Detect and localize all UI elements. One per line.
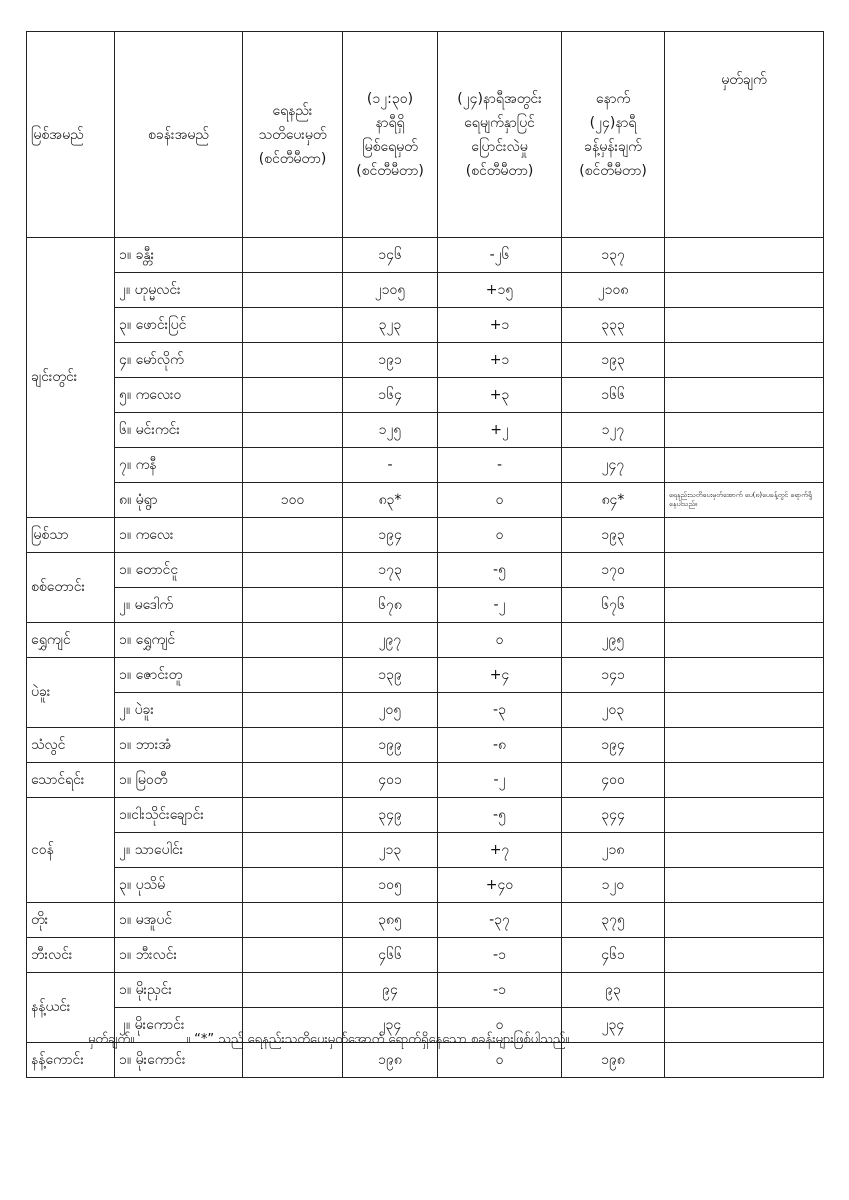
forecast-cell: ၁၉၄ xyxy=(562,728,665,763)
station-cell: ၁။ငါးသိုင်းချောင်း xyxy=(115,798,243,833)
remark-cell xyxy=(665,798,824,833)
observed-level-cell: ၄၆၆ xyxy=(343,938,438,973)
warning-cell xyxy=(243,938,343,973)
station-cell: ၃။ ဖောင်းပြင် xyxy=(115,308,243,343)
table-row xyxy=(27,623,824,658)
observed-level-cell: ၁၉၄ xyxy=(343,518,438,553)
change-cell: +၁၅ xyxy=(438,273,562,308)
change-cell: - xyxy=(438,448,562,483)
header-river: မြစ်အမည် xyxy=(27,32,115,238)
station-cell: ၂။ ပဲခူး xyxy=(115,693,243,728)
change-cell: +၃ xyxy=(438,378,562,413)
observed-level-cell: ၂၀၅ xyxy=(343,693,438,728)
warning-cell xyxy=(243,378,343,413)
river-name-cell: မြစ်သာ xyxy=(27,518,115,553)
table-row xyxy=(27,868,824,903)
observed-level-cell: ၁၉၈ xyxy=(343,1043,438,1078)
header-remark: မှတ်ချက် xyxy=(665,32,824,238)
table-row xyxy=(27,833,824,868)
remark-cell xyxy=(665,763,824,798)
table-row xyxy=(27,448,824,483)
forecast-cell: ၂၄၇ xyxy=(562,448,665,483)
table-row xyxy=(27,518,824,553)
remark-cell xyxy=(665,308,824,343)
forecast-cell: ၁၂၇ xyxy=(562,413,665,448)
observed-level-cell: ၄၀၁ xyxy=(343,763,438,798)
header-row xyxy=(27,32,824,238)
station-cell: ၇။ ကနီ xyxy=(115,448,243,483)
warning-cell xyxy=(243,903,343,938)
river-name-cell: သံလွင် xyxy=(27,728,115,763)
table-row xyxy=(27,238,824,273)
remark-cell: ရေနည်းသတိပေးမှတ်အောက် ပေ(၈)ပေခန့်တွင် ရောက်ရှိနေပါသည်။ xyxy=(665,483,824,518)
observed-level-cell: ၂၁၃ xyxy=(343,833,438,868)
warning-cell xyxy=(243,623,343,658)
observed-level-cell: ၃၂၃ xyxy=(343,308,438,343)
river-name-cell: တိုး xyxy=(27,903,115,938)
river-name-cell: စစ်တောင်း xyxy=(27,553,115,623)
table-row xyxy=(27,273,824,308)
station-cell: ၁။ မိုးညှင်း xyxy=(115,973,243,1008)
warning-cell xyxy=(243,693,343,728)
change-cell: ၀ xyxy=(438,1008,562,1043)
observed-level-cell: ၂၉၇ xyxy=(343,623,438,658)
forecast-cell: ၁၇၀ xyxy=(562,553,665,588)
warning-cell xyxy=(243,658,343,693)
station-cell: ၂။ သာပေါင်း xyxy=(115,833,243,868)
station-cell: ၈။ မုံရွာ xyxy=(115,483,243,518)
observed-level-cell: ၁၃၉ xyxy=(343,658,438,693)
station-cell: ၁။ ရွှေကျင် xyxy=(115,623,243,658)
river-name-cell: နန့်ကောင်း xyxy=(27,1043,115,1078)
warning-cell xyxy=(243,868,343,903)
observed-level-cell: ၁၀၅ xyxy=(343,868,438,903)
header-change: (၂၄)နာရီအတွင်း ရေမျက်နှာပြင် ပြောင်းလဲမှု (စင်တီမီတာ) xyxy=(438,32,562,238)
observed-level-cell: ၁၇၃ xyxy=(343,553,438,588)
forecast-cell: ၂၃၄ xyxy=(562,1008,665,1043)
observed-level-cell: ၁၂၅ xyxy=(343,413,438,448)
observed-level-cell: ၃၄၉ xyxy=(343,798,438,833)
change-cell: ၀ xyxy=(438,518,562,553)
forecast-cell: ၄၀၀ xyxy=(562,763,665,798)
station-cell: ၁။ တောင်ငူ xyxy=(115,553,243,588)
forecast-cell: ၂၀၃ xyxy=(562,693,665,728)
remark-cell xyxy=(665,1043,824,1078)
remark-cell xyxy=(665,553,824,588)
forecast-cell: ၁၉၈ xyxy=(562,1043,665,1078)
warning-cell xyxy=(243,273,343,308)
change-cell: +၄၀ xyxy=(438,868,562,903)
observed-level-cell: ၁၆၄ xyxy=(343,378,438,413)
station-cell: ၁။ မအူပင် xyxy=(115,903,243,938)
header-station: စခန်းအမည် xyxy=(115,32,243,238)
river-name-cell: သောင်ရင်း xyxy=(27,763,115,798)
warning-cell xyxy=(243,588,343,623)
change-cell: -၃ xyxy=(438,693,562,728)
header-forecast: နောက် (၂၄)နာရီ ခန့်မှန်းချက် (စင်တီမီတာ) xyxy=(562,32,665,238)
table-row xyxy=(27,308,824,343)
station-cell: ၁။ မိုးကောင်း xyxy=(115,1043,243,1078)
forecast-cell: ၁၉၃ xyxy=(562,343,665,378)
forecast-cell: ၄၆၁ xyxy=(562,938,665,973)
warning-cell xyxy=(243,763,343,798)
forecast-cell: ၁၆၆ xyxy=(562,378,665,413)
change-cell: -၁ xyxy=(438,938,562,973)
footnote-text: ။ “*” သည် ရေနည်းသတိပေးမှတ်အောက် ရောက်ရှိနေသော စခန်းများဖြစ်ပါသည်။ xyxy=(186,1032,570,1047)
observed-level-cell: ၁၉၁ xyxy=(343,343,438,378)
forecast-cell: ၂၁၈ xyxy=(562,833,665,868)
forecast-cell: ၈၄* xyxy=(562,483,665,518)
remark-cell xyxy=(665,623,824,658)
table-body xyxy=(27,238,824,1078)
observed-level-cell: - xyxy=(343,448,438,483)
table-row xyxy=(27,903,824,938)
change-cell: +၂ xyxy=(438,413,562,448)
forecast-cell: ၂၁၀၈ xyxy=(562,273,665,308)
table-row xyxy=(27,658,824,693)
warning-cell xyxy=(243,343,343,378)
station-cell: ၁။ ခန္တီး xyxy=(115,238,243,273)
remark-cell xyxy=(665,413,824,448)
change-cell: -၃၇ xyxy=(438,903,562,938)
warning-cell xyxy=(243,238,343,273)
table-row xyxy=(27,763,824,798)
station-cell: ၁။ မြဝတီ xyxy=(115,763,243,798)
station-cell: ၁။ ဘီးလင်း xyxy=(115,938,243,973)
table-row xyxy=(27,693,824,728)
remark-cell xyxy=(665,448,824,483)
remark-cell xyxy=(665,518,824,553)
table-row xyxy=(27,483,824,518)
warning-cell xyxy=(243,798,343,833)
observed-level-cell: ၁၉၉ xyxy=(343,728,438,763)
warning-cell xyxy=(243,518,343,553)
forecast-cell: ၁၃၇ xyxy=(562,238,665,273)
station-cell: ၁။ ဘားအံ xyxy=(115,728,243,763)
change-cell: ၀ xyxy=(438,623,562,658)
forecast-cell: ၃၃၃ xyxy=(562,308,665,343)
station-cell: ၂။ မိုးကောင်း xyxy=(115,1008,243,1043)
remark-cell xyxy=(665,973,824,1008)
observed-level-cell: ၉၄ xyxy=(343,973,438,1008)
change-cell: -၂ xyxy=(438,763,562,798)
station-cell: ၃။ ပုသိမ် xyxy=(115,868,243,903)
station-cell: ၅။ ကလေးဝ xyxy=(115,378,243,413)
river-level-table xyxy=(26,31,824,1078)
forecast-cell: ၁၄၁ xyxy=(562,658,665,693)
change-cell: +၇ xyxy=(438,833,562,868)
table-row xyxy=(27,343,824,378)
remark-cell xyxy=(665,868,824,903)
observed-level-cell: ၆၇၈ xyxy=(343,588,438,623)
remark-cell xyxy=(665,343,824,378)
remark-cell xyxy=(665,238,824,273)
table-row xyxy=(27,553,824,588)
river-name-cell: ချင်းတွင်း xyxy=(27,238,115,518)
warning-cell: ၁၀၀ xyxy=(243,483,343,518)
table-row xyxy=(27,798,824,833)
station-cell: ၂။ မဒေါက် xyxy=(115,588,243,623)
river-name-cell: နန့်ယင်း xyxy=(27,973,115,1043)
station-cell: ၆။ မင်းကင်း xyxy=(115,413,243,448)
change-cell: -၁ xyxy=(438,973,562,1008)
station-cell: ၁။ ကလေး xyxy=(115,518,243,553)
station-cell: ၁။ ဇောင်းတူ xyxy=(115,658,243,693)
remark-cell xyxy=(665,903,824,938)
change-cell: -၂ xyxy=(438,588,562,623)
river-name-cell: ဘီးလင်း xyxy=(27,938,115,973)
observed-level-cell: ၂၁၀၅ xyxy=(343,273,438,308)
warning-cell xyxy=(243,728,343,763)
observed-level-cell: ၂၃၄ xyxy=(343,1008,438,1043)
remark-cell xyxy=(665,588,824,623)
forecast-cell: ၉၃ xyxy=(562,973,665,1008)
remark-cell xyxy=(665,1008,824,1043)
remark-cell xyxy=(665,658,824,693)
header-warning: ရေနည်း သတိပေးမှတ် (စင်တီမီတာ) xyxy=(243,32,343,238)
station-cell: ၄။ မော်လိုက် xyxy=(115,343,243,378)
warning-cell xyxy=(243,833,343,868)
forecast-cell: ၃၇၅ xyxy=(562,903,665,938)
remark-cell xyxy=(665,938,824,973)
table-row xyxy=(27,413,824,448)
forecast-cell: ၂၉၅ xyxy=(562,623,665,658)
footnote-label: မှတ်ချက်။ xyxy=(88,1032,135,1047)
river-name-cell: ငဝန် xyxy=(27,798,115,903)
remark-cell xyxy=(665,378,824,413)
change-cell: -၈ xyxy=(438,728,562,763)
change-cell: +၁ xyxy=(438,343,562,378)
warning-cell xyxy=(243,973,343,1008)
change-cell: -၂၆ xyxy=(438,238,562,273)
table-row xyxy=(27,728,824,763)
river-name-cell: ရွှေကျင် xyxy=(27,623,115,658)
forecast-cell: ၃၄၄ xyxy=(562,798,665,833)
remark-cell xyxy=(665,693,824,728)
change-cell: ၀ xyxy=(438,1043,562,1078)
remark-cell xyxy=(665,728,824,763)
table-row xyxy=(27,973,824,1008)
change-cell: -၅ xyxy=(438,798,562,833)
observed-level-cell: ၁၄၆ xyxy=(343,238,438,273)
forecast-cell: ၁၉၃ xyxy=(562,518,665,553)
warning-cell xyxy=(243,308,343,343)
change-cell: ၀ xyxy=(438,483,562,518)
forecast-cell: ၁၂၀ xyxy=(562,868,665,903)
observed-level-cell: ၈၃* xyxy=(343,483,438,518)
change-cell: +၁ xyxy=(438,308,562,343)
forecast-cell: ၆၇၆ xyxy=(562,588,665,623)
footnote xyxy=(88,1031,569,1050)
warning-cell xyxy=(243,413,343,448)
table-row xyxy=(27,938,824,973)
warning-cell xyxy=(243,553,343,588)
change-cell: +၄ xyxy=(438,658,562,693)
table-row xyxy=(27,588,824,623)
table-row xyxy=(27,378,824,413)
station-cell: ၂။ ဟုမ္မလင်း xyxy=(115,273,243,308)
header-observed: (၁၂:၃၀) နာရီရှိ မြစ်ရေမှတ် (စင်တီမီတာ) xyxy=(343,32,438,238)
remark-cell xyxy=(665,833,824,868)
observed-level-cell: ၃၈၅ xyxy=(343,903,438,938)
remark-cell xyxy=(665,273,824,308)
warning-cell xyxy=(243,448,343,483)
change-cell: -၅ xyxy=(438,553,562,588)
river-name-cell: ပဲခူး xyxy=(27,658,115,728)
